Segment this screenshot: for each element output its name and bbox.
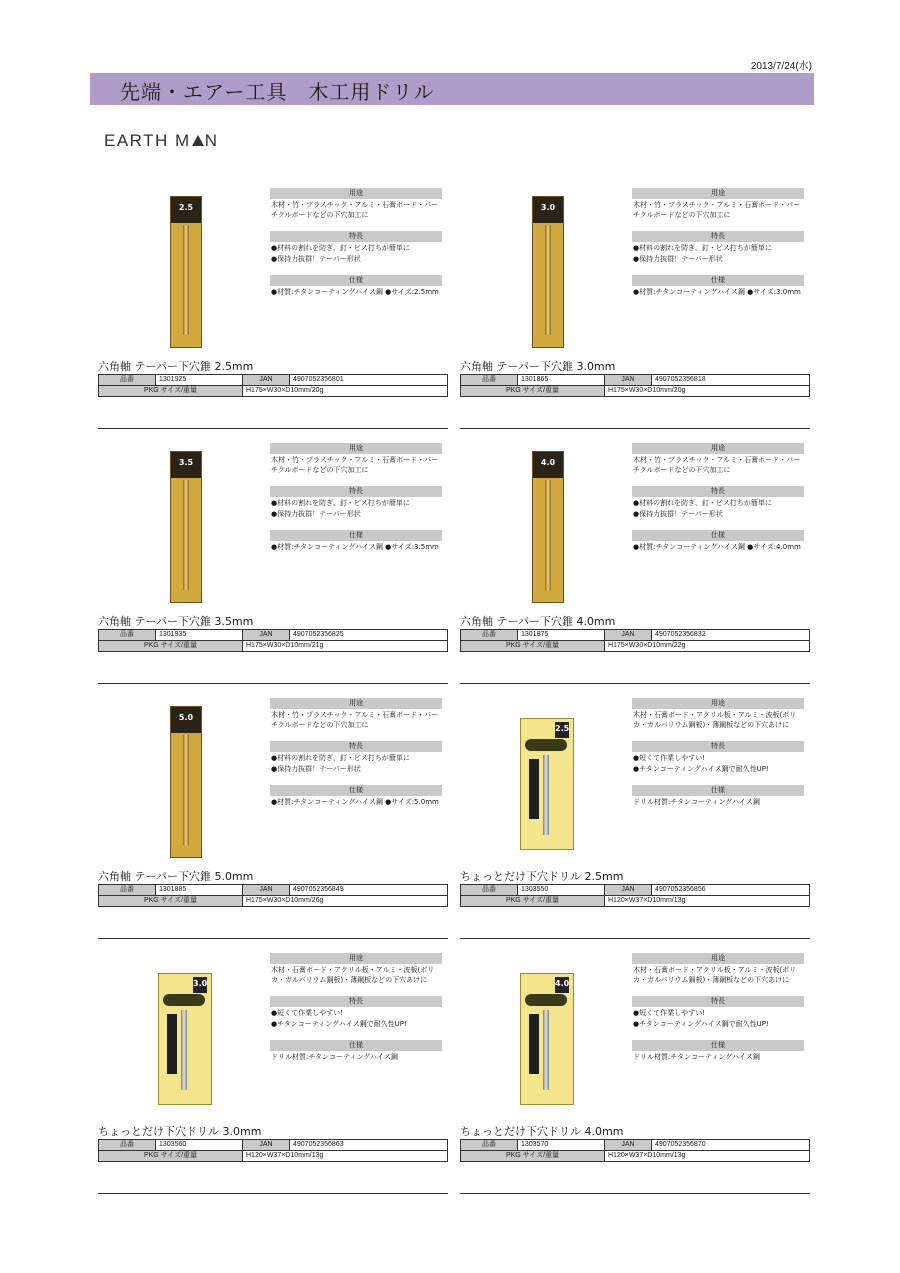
product-card [460, 698, 812, 948]
feature-line-2: ●チタンコーティングハイス鋼で耐久性UP! [633, 1020, 769, 1028]
product-spec-table [460, 884, 810, 907]
page-title: 先端・エアー工具 木工用ドリル [120, 80, 435, 104]
jan-code: 4907052356818 [652, 375, 810, 386]
feature-line-2: ●保持力抜群！テーパー形状 [633, 510, 723, 518]
code-label: 品番 [461, 1140, 518, 1151]
product-spec-table [460, 1139, 810, 1162]
feature-line-2: ●チタンコーティングハイス鋼で耐久性UP! [633, 765, 769, 773]
table-row [461, 1140, 810, 1151]
drill-bit-image [543, 755, 549, 835]
product-name: 六角軸 テーパー下穴錐 5.0mm [98, 870, 254, 883]
pkg-size-weight: H175×W30×D10mm/21g [243, 641, 448, 652]
table-row [461, 641, 810, 652]
product-card [460, 188, 812, 438]
section-divider [460, 1193, 810, 1194]
use-text: 木材・竹・プラスチック・アルミ・石膏ボード・パーチクルボードなどの下穴加工に [271, 456, 439, 474]
product-info [632, 443, 804, 563]
section-divider [460, 428, 810, 429]
product-package-image [170, 451, 202, 603]
product-info [270, 698, 442, 818]
product-info [270, 953, 442, 1073]
section-divider [460, 938, 810, 939]
feature-line-2: ●保持力抜群！テーパー形状 [271, 255, 361, 263]
table-row [461, 386, 810, 397]
product-spec-table [460, 629, 810, 652]
pkg-size-weight: H175×W30×D10mm/20g [243, 386, 448, 397]
brand-logo: EARTH M N [104, 131, 219, 150]
spec-heading: 仕様 [270, 1040, 442, 1051]
pkg-label: PKG サイズ/重量 [461, 1151, 605, 1162]
section-divider [98, 1193, 448, 1194]
code-label: 品番 [461, 375, 518, 386]
drill-bit-image [183, 480, 189, 590]
package-size-label: 4.0 [540, 458, 556, 467]
feature-line-1: ●材料の割れを防ぎ、釘・ビス打ちが簡単に [271, 499, 410, 507]
product-code: 1303560 [156, 1140, 243, 1151]
pkg-label: PKG サイズ/重量 [461, 386, 605, 397]
pkg-label: PKG サイズ/重量 [461, 641, 605, 652]
product-code: 1301865 [518, 375, 605, 386]
use-text: 木材・竹・プラスチック・アルミ・石膏ボード・パーチクルボードなどの下穴加工に [633, 201, 801, 219]
package-size-label: 2.5 [555, 724, 570, 733]
drill-bit-image [181, 1010, 187, 1090]
feature-line-1: ●材料の割れを防ぎ、釘・ビス打ちが簡単に [633, 499, 772, 507]
jan-code: 4907052356801 [290, 375, 448, 386]
product-name: 六角軸 テーパー下穴錐 3.5mm [98, 615, 254, 628]
table-row [99, 896, 448, 907]
product-code: 1303550 [518, 885, 605, 896]
spec-text: ドリル材質:チタンコーティングハイス鋼 [271, 1053, 398, 1061]
product-spec-table [98, 629, 448, 652]
jan-label: JAN [243, 885, 290, 896]
pkg-label: PKG サイズ/重量 [99, 1151, 243, 1162]
pkg-label: PKG サイズ/重量 [99, 896, 243, 907]
spec-heading: 仕様 [632, 275, 804, 286]
product-name: ちょっとだけ下穴ドリル 3.0mm [98, 1125, 262, 1138]
feature-line-1: ●短くて作業しやすい! [271, 1009, 343, 1017]
jan-code: 4907052356856 [652, 885, 810, 896]
use-heading: 用途 [632, 443, 804, 454]
jan-label: JAN [605, 1140, 652, 1151]
spec-text: ●材質:チタンコーティングハイス鋼 ●サイズ:3.0mm [633, 288, 801, 296]
product-spec-table [98, 1139, 448, 1162]
table-row [99, 386, 448, 397]
spec-text: ドリル材質:チタンコーティングハイス鋼 [633, 798, 760, 806]
package-size-label: 4.0 [555, 979, 570, 988]
drill-bit-image [545, 480, 551, 590]
product-package-image [532, 451, 564, 603]
table-row [99, 641, 448, 652]
use-heading: 用途 [270, 443, 442, 454]
feature-heading: 特長 [632, 996, 804, 1007]
feature-line-2: ●チタンコーティングハイス鋼で耐久性UP! [271, 1020, 407, 1028]
spec-heading: 仕様 [270, 785, 442, 796]
pkg-label: PKG サイズ/重量 [461, 896, 605, 907]
product-card [98, 953, 450, 1203]
product-code: 1301875 [518, 630, 605, 641]
use-heading: 用途 [270, 698, 442, 709]
product-info [632, 698, 804, 818]
jan-label: JAN [605, 375, 652, 386]
use-heading: 用途 [632, 698, 804, 709]
product-name: ちょっとだけ下穴ドリル 4.0mm [460, 1125, 624, 1138]
table-row [461, 896, 810, 907]
feature-line-1: ●材料の割れを防ぎ、釘・ビス打ちが簡単に [271, 244, 410, 252]
jan-label: JAN [243, 1140, 290, 1151]
product-code: 1303570 [518, 1140, 605, 1151]
product-package-image [520, 973, 574, 1105]
pkg-label: PKG サイズ/重量 [99, 641, 243, 652]
pkg-label: PKG サイズ/重量 [99, 386, 243, 397]
product-code: 1301935 [156, 630, 243, 641]
product-package-image [158, 973, 212, 1105]
feature-heading: 特長 [270, 231, 442, 242]
use-text: 木材・石膏ボード・アクリル板・アルミ・波板(ポリカ・ガルバリウム鋼板)・薄鋼板などの下穴あけに [271, 966, 435, 984]
spec-heading: 仕様 [270, 275, 442, 286]
product-info [270, 443, 442, 563]
product-code: 1301925 [156, 375, 243, 386]
section-divider [460, 683, 810, 684]
pkg-size-weight: H120×W37×D10mm/13g [243, 1151, 448, 1162]
package-size-label: 3.0 [540, 203, 556, 212]
table-row [461, 630, 810, 641]
use-heading: 用途 [632, 188, 804, 199]
package-size-label: 3.0 [193, 979, 208, 988]
product-card [98, 443, 450, 693]
pkg-size-weight: H175×W30×D10mm/26g [243, 896, 448, 907]
jan-label: JAN [243, 630, 290, 641]
feature-heading: 特長 [270, 741, 442, 752]
code-label: 品番 [461, 630, 518, 641]
spec-text: ●材質:チタンコーティングハイス鋼 ●サイズ:3.5mm [271, 543, 439, 551]
document-date: 2013/7/24(水) [750, 61, 812, 72]
table-row [99, 1151, 448, 1162]
use-heading: 用途 [632, 953, 804, 964]
feature-heading: 特長 [632, 486, 804, 497]
section-divider [98, 938, 448, 939]
jan-code: 4907052356863 [290, 1140, 448, 1151]
jan-label: JAN [605, 630, 652, 641]
product-card [460, 443, 812, 693]
product-package-image [532, 196, 564, 348]
code-label: 品番 [99, 885, 156, 896]
drill-bit-image [543, 1010, 549, 1090]
product-card [98, 188, 450, 438]
pkg-size-weight: H175×W30×D10mm/20g [605, 386, 810, 397]
table-row [99, 885, 448, 896]
feature-line-1: ●短くて作業しやすい! [633, 1009, 705, 1017]
jan-label: JAN [243, 375, 290, 386]
feature-line-1: ●短くて作業しやすい! [633, 754, 705, 762]
package-logo [163, 994, 205, 1006]
product-name: ちょっとだけ下穴ドリル 2.5mm [460, 870, 624, 883]
section-divider [98, 683, 448, 684]
use-heading: 用途 [270, 953, 442, 964]
feature-line-2: ●保持力抜群！テーパー形状 [633, 255, 723, 263]
code-label: 品番 [99, 1140, 156, 1151]
product-spec-table [98, 374, 448, 397]
table-row [461, 1151, 810, 1162]
spec-heading: 仕様 [632, 530, 804, 541]
spec-heading: 仕様 [632, 1040, 804, 1051]
feature-heading: 特長 [632, 741, 804, 752]
use-text: 木材・竹・プラスチック・アルミ・石膏ボード・パーチクルボードなどの下穴加工に [271, 711, 439, 729]
table-row [461, 885, 810, 896]
table-row [99, 1140, 448, 1151]
spec-text: ●材質:チタンコーティングハイス鋼 ●サイズ:5.0mm [271, 798, 439, 806]
feature-line-1: ●材料の割れを防ぎ、釘・ビス打ちが簡単に [633, 244, 772, 252]
feature-heading: 特長 [270, 486, 442, 497]
pkg-size-weight: H120×W37×D10mm/13g [605, 896, 810, 907]
package-logo [525, 994, 567, 1006]
table-row [461, 375, 810, 386]
use-text: 木材・竹・プラスチック・アルミ・石膏ボード・パーチクルボードなどの下穴加工に [271, 201, 439, 219]
jan-code: 4907052356825 [290, 630, 448, 641]
spec-heading: 仕様 [632, 785, 804, 796]
code-label: 品番 [99, 375, 156, 386]
jan-code: 4907052356870 [652, 1140, 810, 1151]
title-bar [90, 73, 814, 105]
feature-line-1: ●材料の割れを防ぎ、釘・ビス打ちが簡単に [271, 754, 410, 762]
product-info [270, 188, 442, 308]
jan-code: 4907052356849 [290, 885, 448, 896]
package-band [167, 1014, 177, 1074]
feature-line-2: ●保持力抜群！テーパー形状 [271, 510, 361, 518]
product-info [632, 188, 804, 308]
package-band [529, 759, 539, 819]
product-package-image [520, 718, 574, 850]
spec-text: ドリル材質:チタンコーティングハイス鋼 [633, 1053, 760, 1061]
product-card [98, 698, 450, 948]
spec-text: ●材質:チタンコーティングハイス鋼 ●サイズ:2.5mm [271, 288, 439, 296]
product-package-image [170, 706, 202, 858]
brand-triangle-icon [192, 135, 204, 146]
table-row [99, 630, 448, 641]
package-logo [525, 739, 567, 751]
pkg-size-weight: H120×W37×D10mm/13g [605, 1151, 810, 1162]
product-package-image [170, 196, 202, 348]
product-name: 六角軸 テーパー下穴錐 2.5mm [98, 360, 254, 373]
spec-text: ●材質:チタンコーティングハイス鋼 ●サイズ:4.0mm [633, 543, 801, 551]
product-spec-table [98, 884, 448, 907]
feature-heading: 特長 [632, 231, 804, 242]
jan-code: 4907052356832 [652, 630, 810, 641]
code-label: 品番 [99, 630, 156, 641]
use-text: 木材・竹・プラスチック・アルミ・石膏ボード・パーチクルボードなどの下穴加工に [633, 456, 801, 474]
table-row [99, 375, 448, 386]
feature-line-2: ●保持力抜群！テーパー形状 [271, 765, 361, 773]
package-size-label: 3.5 [178, 458, 194, 467]
spec-heading: 仕様 [270, 530, 442, 541]
feature-heading: 特長 [270, 996, 442, 1007]
product-code: 1301885 [156, 885, 243, 896]
drill-bit-image [183, 225, 189, 335]
drill-bit-image [545, 225, 551, 335]
product-name: 六角軸 テーパー下穴錐 3.0mm [460, 360, 616, 373]
use-text: 木材・石膏ボード・アクリル板・アルミ・波板(ポリカ・ガルバリウム鋼板)・薄鋼板などの下穴あけに [633, 711, 797, 729]
use-text: 木材・石膏ボード・アクリル板・アルミ・波板(ポリカ・ガルバリウム鋼板)・薄鋼板などの下穴あけに [633, 966, 797, 984]
code-label: 品番 [461, 885, 518, 896]
product-info [632, 953, 804, 1073]
product-card [460, 953, 812, 1203]
jan-label: JAN [605, 885, 652, 896]
product-name: 六角軸 テーパー下穴錐 4.0mm [460, 615, 616, 628]
package-band [529, 1014, 539, 1074]
drill-bit-image [183, 735, 189, 845]
product-spec-table [460, 374, 810, 397]
package-size-label: 2.5 [178, 203, 194, 212]
package-size-label: 5.0 [178, 713, 194, 722]
use-heading: 用途 [270, 188, 442, 199]
pkg-size-weight: H175×W30×D10mm/22g [605, 641, 810, 652]
section-divider [98, 428, 448, 429]
